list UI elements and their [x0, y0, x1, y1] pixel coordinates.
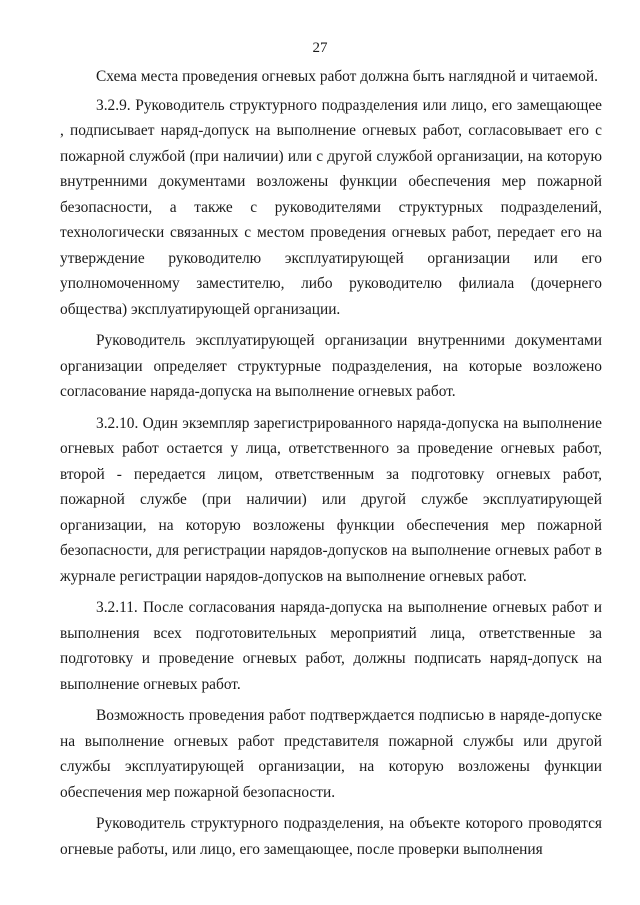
paragraph-3-2-11: 3.2.11. После согласования наряда-допуска на выполнение огневых работ и выполнения всех подготовительных мероприятий лица, ответственные за подготовку и проведение огневых работ, должны подписать наряд-допуск на выполнение огневых работ. [60, 599, 602, 693]
paragraph-division-head-check: Руководитель структурного подразделения, на объекте которого проводятся огневые работы, или лицо, его замещающее, после проверки выполнения [60, 815, 602, 858]
paragraph-work-confirmation: Возможность проведения работ подтверждается подписью в наряде-допуске на выполнение огневых работ представителя пожарной службы или другой службы эксплуатирующей организации, на которую возложены функции обеспечения мер пожарной безопасности. [60, 707, 602, 801]
paragraph-scheme-requirement: Схема места проведения огневых работ должна быть наглядной и читаемой. [96, 68, 598, 85]
document-body [60, 64, 602, 868]
page-number: 27 [312, 40, 328, 56]
paragraph-3-2-10: 3.2.10. Один экземпляр зарегистрированного наряда-допуска на выполнение огневых работ остается у лица, ответственного за проведение огневых работ, второй - передается лицом, ответственным за подготовку огневых работ, пожарной службе (при наличии) или другой службе эксплуатирующей организации, на которую возложены функции обеспечения мер пожарной безопасности, для регистрации нарядов-допусков на выполнение огневых работ в журнале регистрации нарядов-допусков на выполнение огневых работ. [60, 414, 602, 585]
paragraph-approval-divisions: Руководитель эксплуатирующей организации внутренними документами организации определяет структурные подразделения, на которые возложено согласование наряда-допуска на выполнение огневых работ. [60, 332, 602, 400]
paragraph-3-2-9: 3.2.9. Руководитель структурного подразделения или лицо, его замещающее , подписывает наряд-допуск на выполнение огневых работ, согласовывает его с пожарной службой (при наличии) или с другой службой организации, на которую внутренними документами возложены функции обеспечения мер пожарной безопасности, а также с руководителями структурных подразделений, технологически связанных с местом проведения огневых работ, передает его на утверждение руководителю эксплуатирующей организации или его уполномоченному заместителю, либо руководителю филиала (дочернего общества) эксплуатирующей организации. [60, 96, 602, 318]
